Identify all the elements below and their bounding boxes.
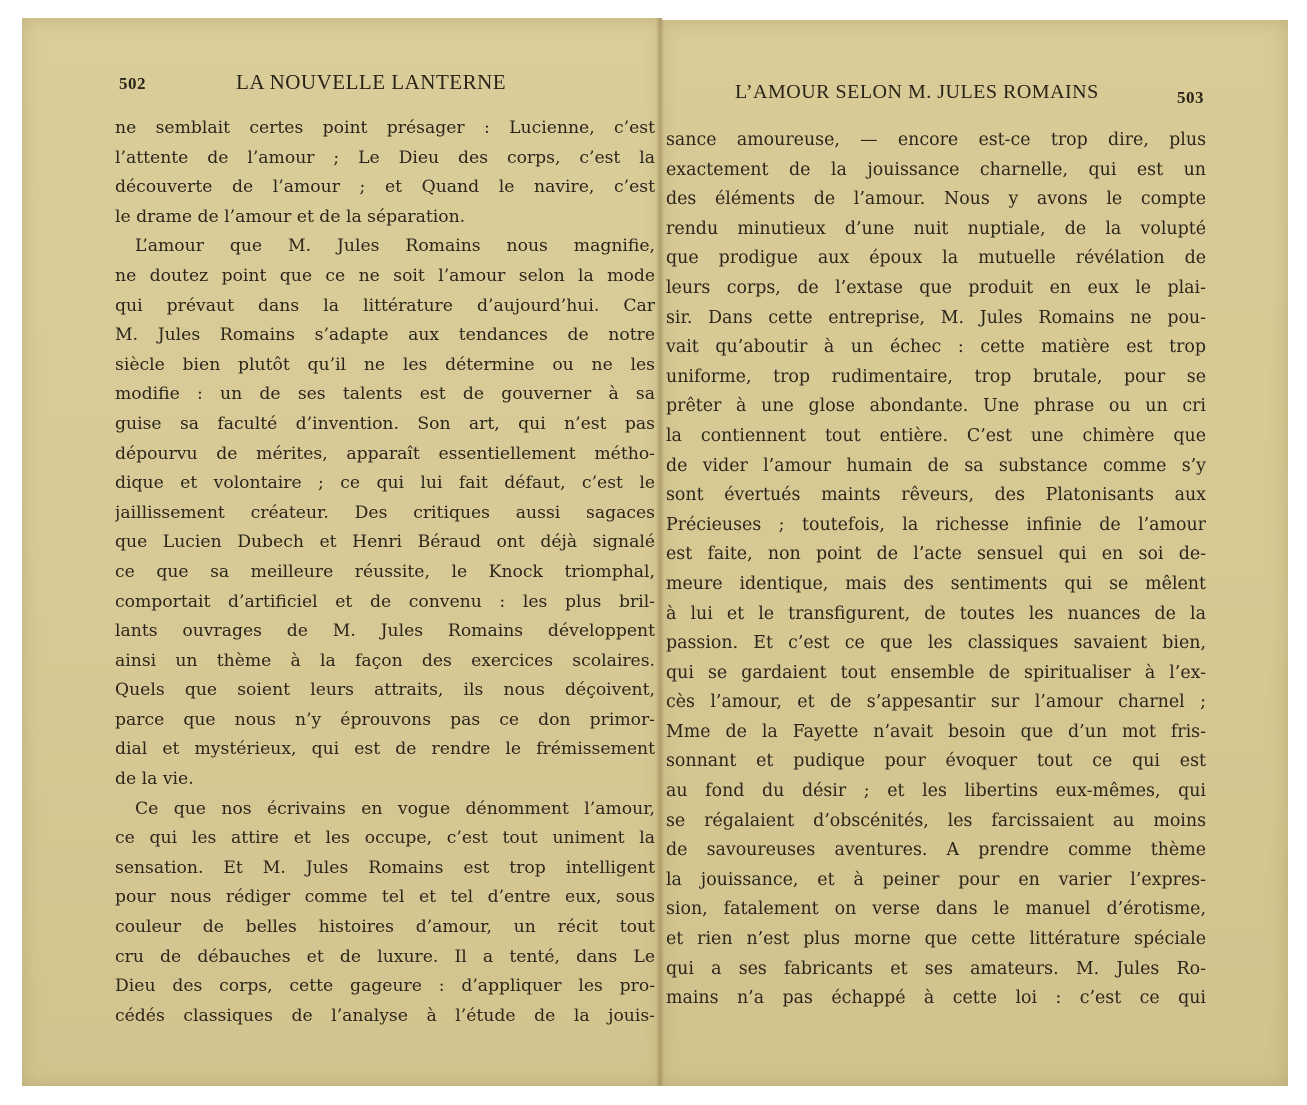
left-page-folio: 502 bbox=[119, 74, 146, 93]
text-line: sir. Dans cette entreprise, M. Jules Romains ne pou- bbox=[666, 307, 1206, 328]
text-line: sensation. Et M. Jules Romains est trop intelligent bbox=[115, 857, 655, 878]
text-line: de savoureuses aventures. A prendre comme thème bbox=[666, 840, 1206, 861]
text-line: Précieuses ; toutefois, la richesse infinie de l’amour bbox=[666, 514, 1206, 535]
text-line: Dieu des corps, cette gageure : d’appliquer les pro- bbox=[115, 976, 655, 997]
text-line: la contiennent tout entière. C’est une chimère que bbox=[666, 425, 1206, 446]
text-line: rendu minutieux d’une nuit nuptiale, de la volupté bbox=[666, 218, 1206, 239]
text-line: guise sa faculté d’invention. Son art, qui n’est pas bbox=[115, 413, 655, 434]
left-running-head: LA NOUVELLE LANTERNE bbox=[236, 70, 507, 94]
text-line: cès l’amour, et de s’appesantir sur l’amour charnel ; bbox=[666, 692, 1206, 713]
text-line: parce que nous n’y éprouvons pas ce don primor- bbox=[115, 709, 655, 730]
left-body-text bbox=[115, 114, 655, 1031]
text-line: de la vie. bbox=[115, 769, 194, 790]
text-line: siècle bien plutôt qu’il ne les détermine ou ne les bbox=[115, 354, 655, 375]
text-line: Mme de la Fayette n’avait besoin que d’un mot fris- bbox=[666, 721, 1206, 742]
text-line: à lui et le transfigurent, de toutes les nuances de la bbox=[666, 603, 1206, 624]
text-line: uniforme, trop rudimentaire, trop brutale, pour se bbox=[666, 366, 1206, 387]
text-line: ainsi un thème à la façon des exercices scolaires. bbox=[115, 650, 655, 671]
page-fold bbox=[656, 18, 664, 1086]
text-line: des éléments de l’amour. Nous y avons le compte bbox=[666, 189, 1206, 210]
text-line: prêter à une glose abondante. Une phrase ou un cri bbox=[666, 396, 1206, 417]
text-line: dial et mystérieux, qui est de rendre le frémissement bbox=[115, 739, 655, 760]
text-line: sont évertués maints rêveurs, des Platonisants aux bbox=[666, 485, 1206, 506]
text-line: sance amoureuse, — encore est-ce trop dire, plus bbox=[666, 130, 1206, 150]
text-line: se régalaient d’obscénités, les farcissaient au moins bbox=[666, 810, 1206, 831]
text-line: découverte de l’amour ; et Quand le navire, c’est bbox=[115, 177, 655, 198]
text-line: ce que sa meilleure réussite, le Knock triomphal, bbox=[115, 561, 655, 582]
text-line: au fond du désir ; et les libertins eux-mêmes, qui bbox=[666, 781, 1206, 802]
text-line: et rien n’est plus morne que cette littérature spéciale bbox=[666, 929, 1206, 950]
text-line: exactement de la jouissance charnelle, qui est un bbox=[666, 159, 1206, 180]
text-line: qui prévaut dans la littérature d’aujourd’hui. Car bbox=[115, 295, 655, 316]
text-line: pour nous rédiger comme tel et tel d’entre eux, sous bbox=[115, 887, 655, 908]
text-line: qui se gardaient tout ensemble de spiritualiser à l’ex- bbox=[666, 662, 1206, 683]
text-line: que prodigue aux époux la mutuelle révélation de bbox=[666, 248, 1206, 269]
text-line: leurs corps, de l’extase que produit en eux le plai- bbox=[666, 277, 1206, 298]
text-line: l’attente de l’amour ; Le Dieu des corps, c’est la bbox=[115, 147, 655, 168]
text-line: Ce que nos écrivains en vogue dénomment l’amour, bbox=[135, 798, 655, 819]
text-line: que Lucien Dubech et Henri Béraud ont déjà signalé bbox=[115, 532, 655, 553]
text-line: L’amour que M. Jules Romains nous magnifie, bbox=[135, 236, 655, 257]
text-line: dépourvu de mérites, apparaît essentiellement métho- bbox=[115, 443, 655, 464]
right-running-head: L’AMOUR SELON M. JULES ROMAINS bbox=[735, 81, 1099, 103]
text-line: ne doutez point que ce ne soit l’amour selon la mode bbox=[115, 265, 655, 286]
text-line: comportait d’artificiel et de convenu : les plus bril- bbox=[115, 591, 655, 612]
text-line: cédés classiques de l’analyse à l’étude de la jouis- bbox=[115, 1005, 655, 1026]
text-line: la jouissance, et à peiner pour en varier l’expres- bbox=[666, 869, 1206, 890]
text-line: dique et volontaire ; ce qui lui fait défaut, c’est le bbox=[115, 473, 655, 494]
text-line: est faite, non point de l’acte sensuel qui en soi de- bbox=[666, 544, 1206, 565]
text-line: sonnant et pudique pour évoquer tout ce qui est bbox=[666, 751, 1206, 772]
text-line: M. Jules Romains s’adapte aux tendances de notre bbox=[115, 325, 655, 346]
text-line: vait qu’aboutir à un échec : cette matière est trop bbox=[666, 337, 1206, 358]
text-line: ne semblait certes point présager : Lucienne, c’est bbox=[115, 118, 655, 138]
text-line: ce qui les attire et les occupe, c’est tout uniment la bbox=[115, 828, 655, 849]
text-line: modifie : un de ses talents est de gouverner à sa bbox=[115, 384, 655, 405]
text-line: de vider l’amour humain de sa substance comme s’y bbox=[666, 455, 1206, 476]
text-line: jaillissement créateur. Des critiques aussi sagaces bbox=[115, 502, 655, 523]
right-page-folio: 503 bbox=[1177, 88, 1204, 107]
text-line: sion, fatalement on verse dans le manuel d’érotisme, bbox=[666, 899, 1206, 920]
text-line: qui a ses fabricants et ses amateurs. M. Jules Ro- bbox=[666, 958, 1206, 979]
text-line: meure identique, mais des sentiments qui se mêlent bbox=[666, 573, 1206, 594]
text-line: Quels que soient leurs attraits, ils nous déçoivent, bbox=[115, 680, 655, 701]
text-line: mains n’a pas échappé à cette loi : c’est ce qui bbox=[666, 988, 1206, 1009]
text-line: couleur de belles histoires d’amour, un récit tout bbox=[115, 917, 655, 938]
right-body-text bbox=[666, 126, 1206, 1014]
text-line: cru de débauches et de luxure. Il a tenté, dans Le bbox=[115, 946, 655, 967]
text-line: lants ouvrages de M. Jules Romains développent bbox=[115, 621, 655, 642]
text-line: le drame de l’amour et de la séparation. bbox=[115, 206, 466, 227]
text-line: passion. Et c’est ce que les classiques savaient bien, bbox=[666, 633, 1206, 654]
